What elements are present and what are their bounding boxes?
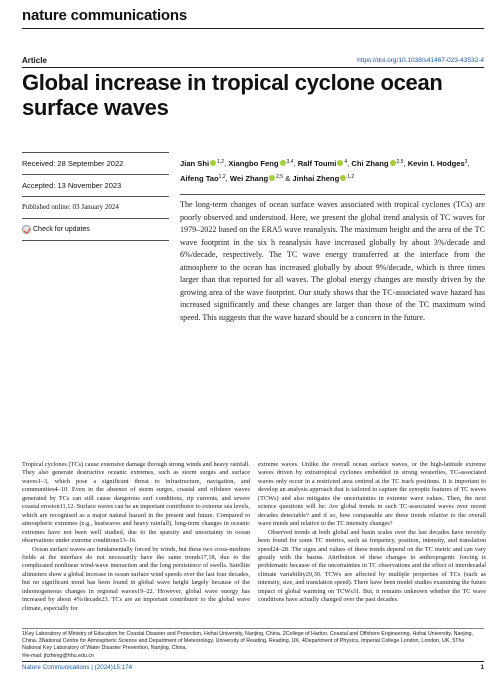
affiliations-text: 1Key Laboratory of Ministry of Education for Coastal Disaster and Protection, Hohai University, Nanjing, China. 2College of Harbor, Coastal and Offshore Engineering, Hohai University, Nanjing, China. 3National Centre for Atmospheric Science and Department of Meteorology, University of Reading, Reading, UK. 4Department of Physics, Imperial College London, London, UK. 5The National Key Laboratory of Water Disaster Prevention, Nanjing, China. xyxy=(22,631,474,652)
dates-block xyxy=(22,152,169,241)
footer-rule xyxy=(22,661,484,662)
email-icon: ✉ xyxy=(22,652,27,659)
author-separator: & xyxy=(283,173,293,183)
check-for-updates-button[interactable] xyxy=(22,218,169,241)
affiliations xyxy=(22,631,484,660)
author-name[interactable]: Jinhai Zheng $^{1,2}$ xyxy=(292,173,355,183)
author-separator: , xyxy=(225,173,230,183)
accepted-date: Accepted: 13 November 2023 xyxy=(22,174,169,196)
received-date: Received: 28 September 2022 xyxy=(22,152,169,174)
author-list xyxy=(180,156,490,185)
article-title: Global increase in tropical cyclone ocean surface waves xyxy=(22,70,443,120)
abstract: The long-term changes of ocean surface waves associated with tropical cyclones (TCs) are poorly observed and understood. Here, we present the global trend analysis of TC waves for 1979–2022 based on the ERA5 wave reanalysis. The maximum height and the area of the TC wave footprint in the six h reanalysis have increased globally by about 3%/decade and 6%/decade, respectively. The TC wave energy transferred at the interface from the atmosphere to the ocean has increased globally by about 9%/decade, which is three times larger than that reported for all waves. The global energy changes are mostly driven by the growing area of the wave footprint. Our study shows that the TC-associated wave hazard has increased significantly and these changes are larger than those of the TC maximum wind speed. This suggests that the wave hazard should be a concern in the future. xyxy=(180,200,485,322)
author-separator: , xyxy=(347,159,352,168)
orcid-icon[interactable] xyxy=(280,160,286,166)
footer-citation: Nature Communications | (2024)15:174 xyxy=(22,664,133,671)
check-for-updates-label: Check for updates xyxy=(33,226,90,233)
affiliations-rule xyxy=(22,628,484,629)
top-rule xyxy=(22,28,484,29)
published-date: Published online: 03 January 2024 xyxy=(22,196,169,218)
author-name[interactable]: Chi Zhang $^{2,5}$ xyxy=(351,159,404,168)
orcid-icon[interactable] xyxy=(340,175,346,181)
orcid-icon[interactable] xyxy=(337,160,343,166)
article-rule xyxy=(22,67,484,68)
article-type: Article xyxy=(22,56,47,65)
author-name[interactable]: Xiangbo Feng $^{3,4}$ xyxy=(228,159,294,168)
author-name[interactable]: Wei Zhang $^{2,5}$ xyxy=(229,173,284,183)
body-paragraph: Observed trends at both global and basin scales over the last decades have recently been found for some TC metrics, such as frequency, position, intensity, and translation speed24–28. The signs and values of these trends depend on the TC metric and can vary greatly with the basins. Attribution of these changes to anthropogenic forcing is problematic because of the uncertainties in TC observations and the effect of interdecadal climate variability29,30. TCWs are affected by multiple properties of TCs (such as intensity, size, and translation speed). There have been model studies examining the future impact of global warming on TCWs31. But, it remains unknown whether the TC wave conditions have actually changed over the past decades. xyxy=(258,528,486,604)
author-name[interactable]: Kevin I. Hodges$^3$ xyxy=(407,159,468,168)
author-separator: , xyxy=(293,159,298,168)
body-column-right xyxy=(258,461,486,605)
author-separator: , xyxy=(467,159,470,168)
author-separator: , xyxy=(403,159,408,168)
body-column-left xyxy=(22,461,250,613)
author-separator: , xyxy=(224,159,229,168)
doi-link[interactable]: https://doi.org/10.1038/s41467-023-43532-4 xyxy=(357,57,484,64)
body-paragraph: Ocean surface waves are fundamentally forced by winds, but these two cross-medium fields at the interface do not necessarily have the same trends17,18, due to the complicated nonlinear wind-wave interaction and the long persistence of swells. Satellite altimeters show a global increase in ocean surface wind speeds over the last four decades, but no significant trend has been found in global wave height largely because of the inhomogeneous changes in regional waves19–22. However, global wave energy has increased by about 4%/decade23. TCs are an important contributor to the global wave climate, especially for xyxy=(22,545,250,612)
body-paragraph: Tropical cyclones (TCs) cause extensive damage through strong winds and heavy rainfall. They also generate destructive oceanic extremes, such as storm surges and surface waves1–3, which pose a significant threat to infrastructure, navigation, and communities4–10. Even in the absence of storm surges, coastal and offshore waves generated by TCs can still cause dangerous surf conditions, rip currents, and severe coastal erosion11,12. Surface waves can be an important contributor to extreme sea levels, which are recognised as a major natural hazard in the present and future. Compared to atmospheric extremes (e.g., heatwaves and heavy rainfall), long-term changes in oceanic extremes have not been well studied, due to the sparsity and uncertainty in ocean observations under extreme conditions13–16. xyxy=(22,461,250,545)
page-number: 1 xyxy=(480,664,484,671)
author-name[interactable]: Jian Shi $^{1,2}$ xyxy=(180,159,225,168)
check-updates-icon xyxy=(22,225,31,234)
corresponding-email-link[interactable]: e-mail: jhzheng@hhu.edu.cn xyxy=(26,652,94,659)
abstract-rule xyxy=(180,194,485,195)
author-name[interactable]: Aifeng Tao$^{1,2}$ xyxy=(180,173,226,183)
orcid-icon[interactable] xyxy=(390,160,396,166)
body-paragraph: extreme waves. Unlike the overall ocean surface waves, or the high-latitude extreme waves driven by extratropical cyclones embedded in strong westerlies, TC-associated waves only occur in a restricted area centred at the TC track positions. It is important to develop an analysis approach that is tailored to capture the synoptic features of TC waves (TCWs) and also mitigates the uncertainties in extreme wave values. Then, the next science questions will be: Are global trends in such TC-associated waves over recent decades detectable? and if so, how comparable are these trends relative to the overall wave trends and relative to the TC intensity changes? xyxy=(258,461,486,528)
journal-name: nature communications xyxy=(22,7,187,24)
author-name[interactable]: Ralf Toumi $^4$ xyxy=(297,159,348,168)
orcid-icon[interactable] xyxy=(269,175,275,181)
orcid-icon[interactable] xyxy=(210,160,216,166)
